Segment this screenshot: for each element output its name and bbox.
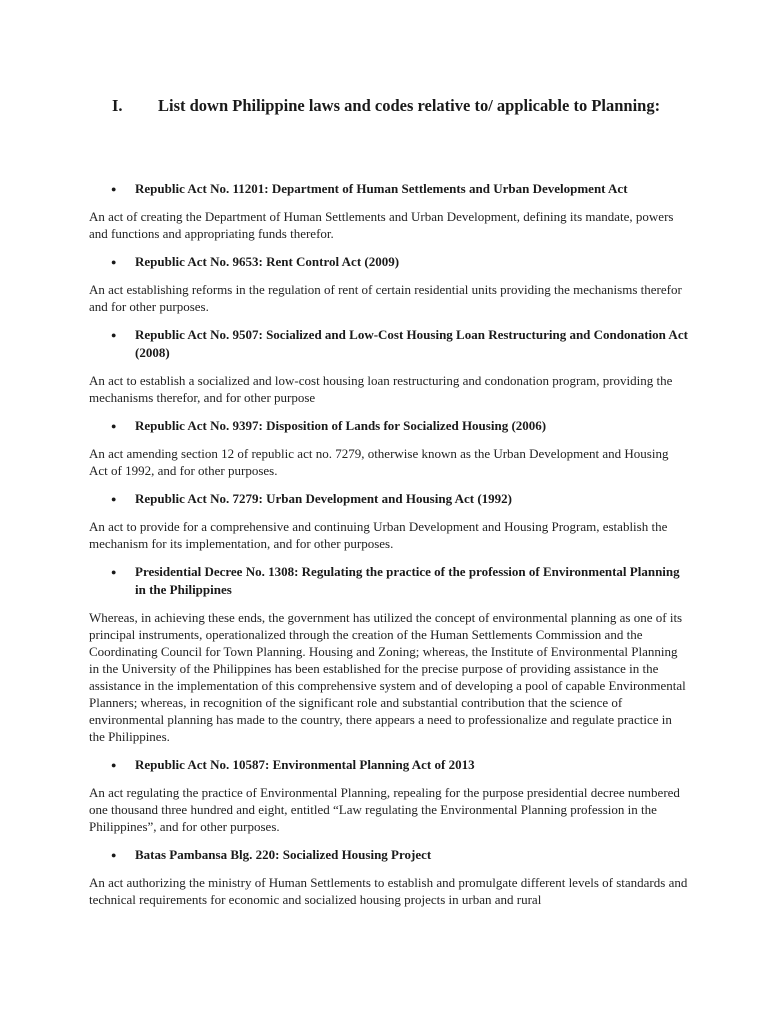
law-title: Republic Act No. 7279: Urban Development and Housing Act (1992)	[135, 491, 513, 506]
law-title: Republic Act No. 11201: Department of Human Settlements and Urban Development Act	[135, 181, 628, 196]
law-item	[89, 417, 689, 479]
law-item	[89, 253, 689, 315]
law-description: An act to provide for a comprehensive and continuing Urban Development and Housing Program, establish the mechanism for its implementation, and for other purposes.	[89, 519, 668, 551]
law-description: An act amending section 12 of republic act no. 7279, otherwise known as the Urban Development and Housing Act of 1992, and for other purposes.	[89, 446, 669, 478]
bullet-icon: ●	[111, 850, 117, 860]
law-description: An act establishing reforms in the regulation of rent of certain residential units providing the mechanisms therefor and for other purposes.	[89, 282, 682, 314]
law-item	[89, 846, 689, 908]
law-description: An act of creating the Department of Human Settlements and Urban Development, defining its mandate, powers and functions and appropriating funds therefor.	[89, 209, 674, 241]
section-title: List down Philippine laws and codes relative to/ applicable to Planning:	[158, 96, 661, 115]
bullet-icon: ●	[111, 494, 117, 504]
section-heading	[112, 94, 672, 117]
bullet-icon: ●	[111, 184, 117, 194]
section-number: I.	[112, 96, 123, 115]
law-list	[89, 180, 689, 919]
bullet-icon: ●	[111, 330, 117, 340]
law-item	[89, 490, 689, 552]
law-item	[89, 563, 689, 745]
bullet-icon: ●	[111, 257, 117, 267]
bullet-icon: ●	[111, 760, 117, 770]
law-title: Republic Act No. 9653: Rent Control Act (2009)	[135, 254, 400, 269]
law-title: Republic Act No. 10587: Environmental Planning Act of 2013	[135, 757, 475, 772]
law-description: An act regulating the practice of Environmental Planning, repealing for the purpose presidential decree numbered one thousand three hundred and eight, entitled “Law regulating the Environmental Planning profession in the Philippines”, and for other purposes.	[89, 785, 680, 834]
law-description: An act authorizing the ministry of Human Settlements to establish and promulgate different levels of standards and technical requirements for economic and socialized housing projects in urban and rural	[89, 875, 688, 907]
law-item	[89, 180, 689, 242]
law-description: Whereas, in achieving these ends, the government has utilized the concept of environmental planning as one of its principal instruments, operationalized through the creation of the Human Settlements Commission and the Coordinating Council for Town Planning. Housing and Zoning; whereas, the Institute of Environmental Planning in the University of the Philippines has been established for the precise purpose of providing assistance in the assistance in the implementation of this comprehensive system and of developing a pool of capable Environmental Planners; whereas, in recognition of the significant role and substantial contribution that the science of environmental planning has made to the country, there appears a need to professionalize and regulate practice in the Philippines.	[89, 610, 686, 744]
bullet-icon: ●	[111, 567, 117, 577]
law-item	[89, 326, 689, 406]
law-title: Republic Act No. 9507: Socialized and Low-Cost Housing Loan Restructuring and Condonation Act (2008)	[135, 327, 688, 360]
law-description: An act to establish a socialized and low-cost housing loan restructuring and condonation program, providing the mechanisms therefor, and for other purpose	[89, 373, 673, 405]
law-title: Republic Act No. 9397: Disposition of Lands for Socialized Housing (2006)	[135, 418, 547, 433]
law-title: Presidential Decree No. 1308: Regulating the practice of the profession of Environmental Planning in the Philippines	[135, 564, 680, 597]
law-title: Batas Pambansa Blg. 220: Socialized Housing Project	[135, 847, 432, 862]
bullet-icon: ●	[111, 421, 117, 431]
law-item	[89, 756, 689, 835]
